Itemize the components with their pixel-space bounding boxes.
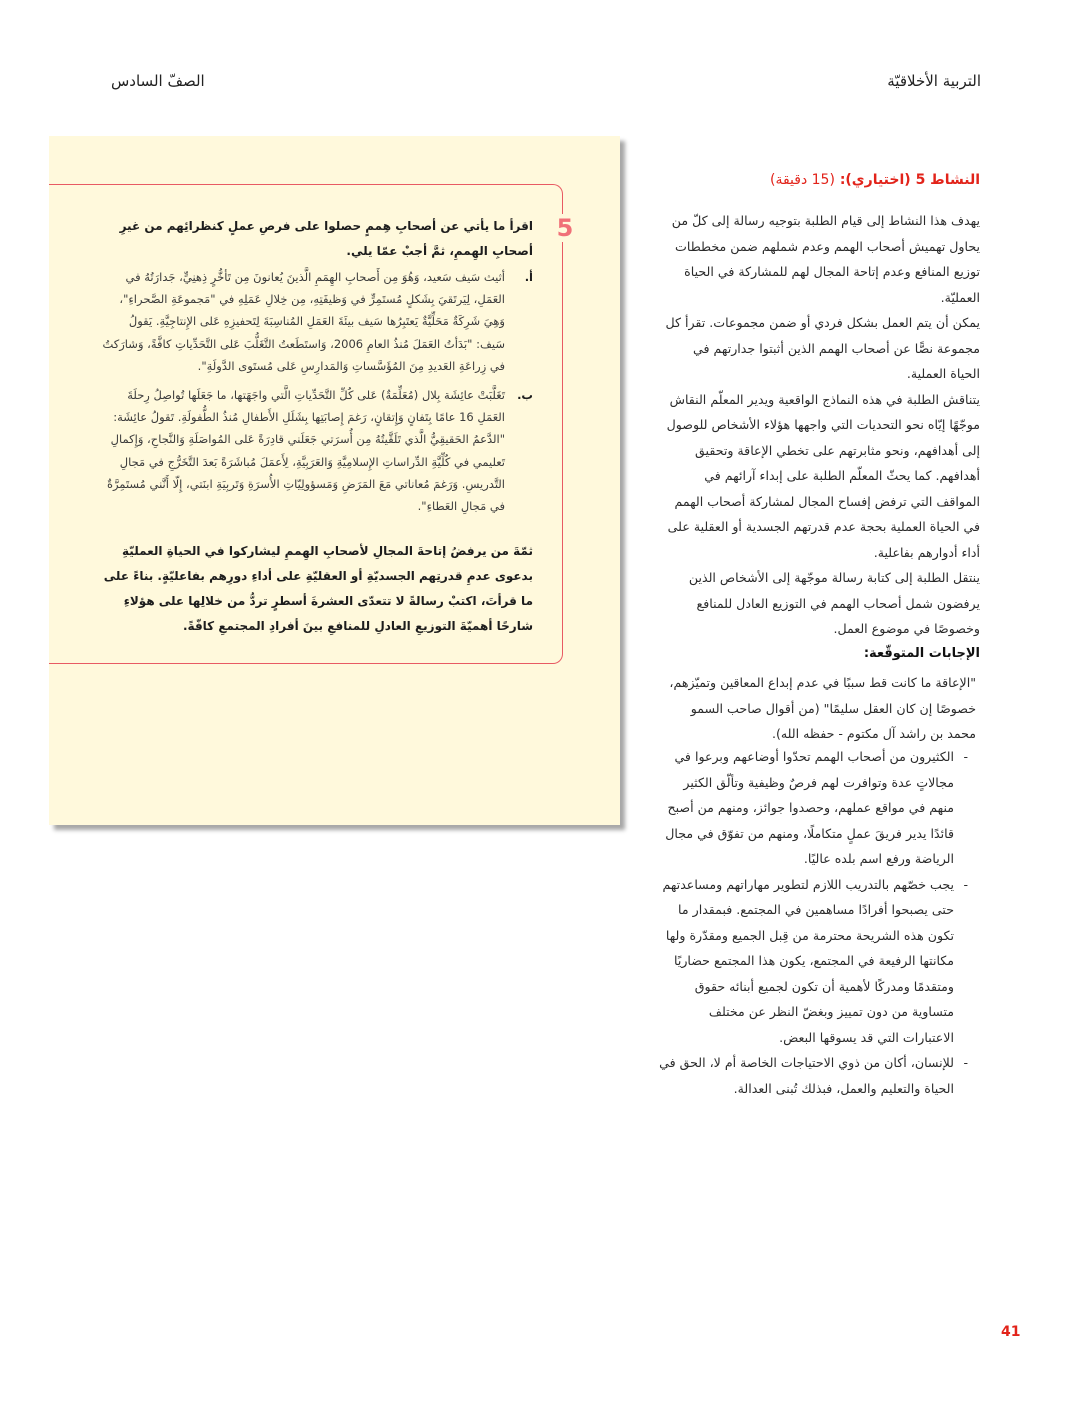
activity-paragraph: ينتقل الطلبة إلى كتابة رسالة موجّهة إلى الأشخاص الذين يرفضون شمل أصحاب الهمم في التوزيع العادل للمنافع وخصوصًا في موضوع العمل. [688,570,980,636]
activity-paragraph: يتناقش الطلبة في هذه النماذج الواقعية ويدير المعلّم النقاش موجّهًا إيّاه نحو التحديات التي واجهها هؤلاء الأشخاص للوصول إلى أهدافهم، ونحو مثابرتهم على تخطي الإعاقة وتحقيق أهدافهم. كما يحثّ المعلّم الطلبة على إبداء آرائهم في المواقف التي ترفض إفساح المجال لمشاركة أصحاب الهمم في الحياة العملية بحجة عدم قدرتهم الجسدية أو العقلية على أداء أدوارهم بفاعلية. [666,391,980,560]
story-text: تَغَلَّبَتْ عائِشَة بِلال (مُعَلِّمَةٌ) عَلى كُلِّ التَّحَدِّياتِ الَّتي واجَهَتها، ما جَعَلَها تُواصِلُ رِحلَةَ العَمَلِ 16 عامًا بِتَفانٍ وَإِتقانٍ، رَغمَ إِصابَتِها بِشَلَلِ الأَطفالِ مُنذُ الطُّفولَةِ. تَقولُ عائِشَة: "الدَّعمُ الحَقيقِيُّ الَّذي تَلَقَّيتُهُ مِن أُسرَتي جَعَلَني قادِرَةً عَلى المُواصَلَةِ وَالنَّجاحِ، وَإِكمالِ تَعليمي في كُلِّيَّةِ الدِّراساتِ الإِسلامِيَّةِ وَالعَرَبِيَّةِ، لِأَعمَلَ مُباشَرَةً بَعدَ التَّخَرُّجِ في مَجالِ التَّدريسِ. وَرَغمَ مُعاناتي مَعَ المَرَضِ وَمَسؤولِيّاتِ الأُسرَةِ وَتَربِيَةِ ابنَتي، إِلّا أَنَّني مُستَمِرَّةٌ في مَجالِ العَطاءِ". [106,388,505,514]
activity-title [660,172,980,188]
story-item [99,384,533,517]
story-text: أثيث سَيف سَعيد، وَهُوَ مِن أَصحابِ الهِمَمِ الَّذينَ يُعانونَ مِن تَأخُّرٍ ذِهنِيٍّ، جَدارَتُهُ في العَمَلِ، لِيَرتَقيَ بِشَكلٍ مُستَمِرٍّ في وَظيفَتِهِ، مِن خِلالِ عَمَلِهِ في "مَجموعَةِ الصَّحراءِ"، وَهِيَ شَرِكَةٌ مَحَلِّيَّةٌ يَعتَبِرُها سَيف بيئَةَ العَمَلِ المُناسِبَةَ لِتَحفيزِهِ عَلى الإِنتاجِيَّةِ. يَقولُ سَيف: "بَدَأتُ العَمَلَ مُنذُ العامِ 2006، وَاستَطَعتُ التَّغَلُّبَ عَلى التَّحَدِّياتِ كافَّةً، وَشارَكتُ في زِراعَةِ العَديدِ مِنَ المُؤَسَّساتِ وَالمَدارِسِ عَلى مُستَوى الدَّولَةِ". [102,270,505,373]
activity-paragraph: يهدف هذا النشاط إلى قيام الطلبة بتوجيه رسالة إلى كلّ من يحاول تهميش أصحاب الهمم وعدم شملهم ضمن مخططات توزيع المنافع وعدم إتاحة المجال لهم للمشاركة في الحياة العمليّة. [671,213,980,305]
expected-answers-list [658,744,968,1101]
story-marker: ب. [517,388,533,402]
header-grade: الصفّ السادس [111,72,205,90]
expected-answers-title: الإجابات المتوقّعة: [863,646,980,661]
activity-label: النشاط 5 (اختياري): [839,172,980,188]
list-item: - يجب خصّهم بالتدريب اللازم لتطوير مهاراتهم ومساعدتهم حتى يصبحوا أفرادًا مساهمين في المجتمع. فبمقدار ما تكون هذه الشريحة محترمة من قِبل الجميع ومقدّرة ولها مكانتها الرفيعة في المجتمع، يكون هذا المجتمع حضاريًا ومتقدمًا ومدركًا لأهمية أن تكون لجميع أبنائه حقوق متساوية من دون تمييز وبغضّ النظر عن مختلف الاعتبارات التي قد يسوقها البعض. [658,872,968,1051]
header-subject: التربية الأخلاقيّة [887,72,981,90]
student-page-panel [49,136,620,825]
activity-description [660,208,980,642]
task-writing-prompt: ثمّةَ من يرفضُ إتاحةَ المجالِ لأصحابِ الهِممِ ليشاركوا في الحياةِ العمليّةِ بدعوى عدمِ قدرتِهم الجسديّةِ أو العقليّةِ على أداءِ دورِهم بفاعليّةٍ. بناءً على ما قرأتَ، اكتبْ رسالةً لا تتعدّى العشرةَ أسطرٍ تردُّ من خلالِها على هؤلاءِ شارحًا أهميّةَ التوزيعِ العادلِ للمنافعِ بينَ أفرادِ المجتمعِ كافّةً. [103,544,533,633]
page-number: 41 [1001,1324,1021,1340]
list-item: - للإنسان، أكان من ذوي الاحتياجات الخاصة أم لا، الحق في الحياة والتعليم والعمل، فبذلك تُبنى العدالة. [658,1050,968,1101]
story-item [99,266,533,377]
activity-duration: (15 دقيقة) [769,172,835,188]
story-marker: أ. [524,270,533,284]
list-item: - الكثيرون من أصحاب الهمم تحدّوا أوضاعهم وبرعوا في مجالاتٍ عدة وتوافرت لهم فرصٌ وظيفية وتألّق الكثير منهم في مواقع عملهم، وحصدوا جوائز، ومنهم من أصبح قائدًا يدير فريقَ عملٍ متكاملًا، ومنهم من تفوّق في مجال الرياضة ورفع اسم بلده عاليًا. [658,744,968,872]
task-instruction: اقرأ ما يأتي عن أصحابِ هِممٍ حصلوا على فرصِ عملٍ كنظرائِهم من غيرِ أصحابِ الهِممِ، ثمَّ أجبْ عمّا يلي. [119,219,533,258]
task-number: 5 [552,214,578,242]
activity-paragraph: يمكن أن يتم العمل بشكل فردي أو ضمن مجموعات. تقرأ كل مجموعة نصًّا عن أصحاب الهمم الذين أثبتوا جدارتهم في الحياة العملية. [665,315,980,381]
expected-quote: "الإعاقة ما كانت قط سببًا في عدم إبداع المعاقين وتميّزهم، خصوصًا إن كان العقل سليمًا" (من أقوال صاحب السمو محمد بن راشد آل مكتوم - حفظه الله). [669,675,976,741]
